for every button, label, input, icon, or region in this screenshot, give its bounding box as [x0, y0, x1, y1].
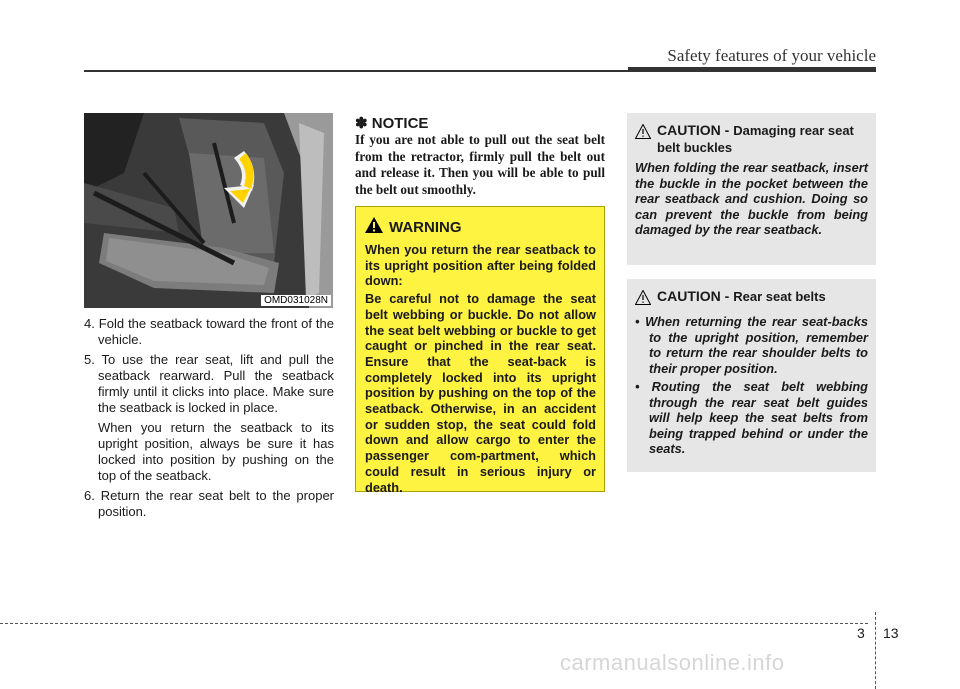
caution-title: [657, 288, 826, 305]
seat-illustration: [84, 113, 333, 308]
figure-code: OMD031028N: [261, 295, 331, 306]
seatback-photo: [84, 113, 333, 308]
procedure-steps: [84, 316, 334, 524]
caution-subtitle: Rear seat belts: [733, 289, 826, 304]
header-rule-accent: [628, 67, 876, 72]
watermark: carmanualsonline.info: [560, 650, 785, 675]
caution-triangle-icon: [635, 124, 651, 144]
warning-triangle-icon: [365, 217, 383, 238]
step-4: 4. Fold the seatback toward the front of the vehicle.: [84, 316, 334, 347]
notice-text: If you are not able to pull out the seat belt from the retractor, firmly pull the belt out and release it. Then you will be able to pull the belt out smoothly.: [355, 132, 605, 197]
caution-bullet: • When returning the rear seat-backs to the upright position, remember to return the rear shoulder belts to their proper position.: [635, 314, 868, 376]
step-5-note: When you return the seatback to its upright position, always be sure it has locked into position by pushing on the top of the seatback.: [98, 420, 334, 483]
warning-title: WARNING: [389, 219, 462, 236]
warning-body: Be careful not to damage the seat belt webbing or buckle. Do not allow the seat belt webbing or buckle to get caught or pinched in the rear seat. Ensure that the seat-back is completely locked into its upright position by pushing on the top of the seatback. Otherwise, in an accident or sudden stop, the seat could fold down and allow cargo to enter the passenger com-partment, which could result in serious injury or death.: [365, 291, 596, 495]
caution-title: [657, 122, 868, 156]
page-number: 13: [883, 625, 899, 641]
footer-rule: [0, 623, 868, 624]
caution-bullets: [635, 314, 868, 457]
caution-label: CAUTION -: [657, 288, 730, 304]
page-chapter: 3: [857, 625, 865, 641]
caution-triangle-icon: [635, 290, 651, 310]
caution-subtitle: Damaging rear seat belt buckles: [657, 123, 854, 155]
step-6: 6. Return the rear seat belt to the proper position.: [84, 488, 334, 519]
caution-box-rear-belts: [627, 279, 876, 472]
caution-text: When folding the rear seatback, insert the buckle in the pocket between the rear seatback and cushion. Doing so can prevent the buckle from being damaged by the rear seatback.: [635, 160, 868, 237]
notice-title: ✽ NOTICE: [355, 115, 429, 132]
caution-bullet: • Routing the seat belt webbing through the rear seat belt guides will help keep the seat belts from being trapped behind or under the seats.: [635, 379, 869, 456]
caution-box-buckles: [627, 113, 876, 265]
footer-divider: [875, 612, 876, 689]
caution-label: CAUTION -: [657, 122, 730, 138]
warning-box: [355, 206, 605, 495]
header-title: Safety features of your vehicle: [667, 46, 876, 65]
step-5: 5. To use the rear seat, lift and pull the seatback rearward. Pull the seatback firmly until it clicks into place. Make sure the seatback is locked in place.: [84, 352, 334, 415]
warning-intro: When you return the rear seatback to its upright position after being folded down:: [365, 242, 596, 289]
